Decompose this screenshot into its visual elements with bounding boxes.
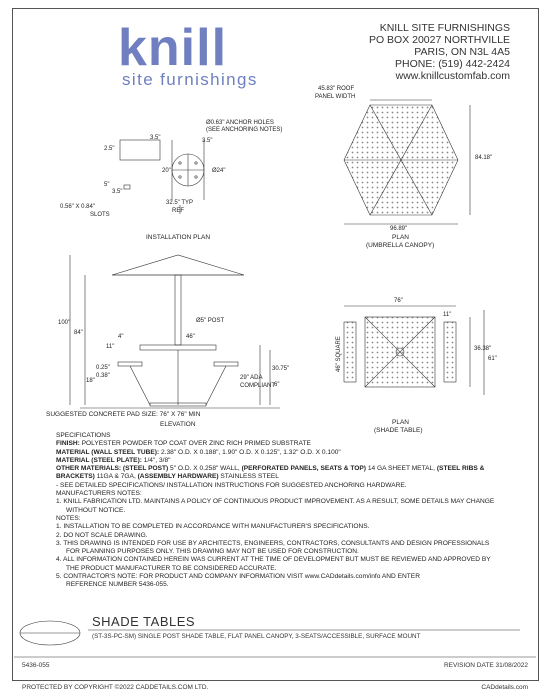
note-3: 3. THIS DRAWING IS INTENDED FOR USE BY ARCHITECTS, ENGINEERS, CONTRACTORS, CONSULTANTS AND DESIGN PROFESSIONALS — [56, 539, 490, 547]
dim-5: 5" — [104, 182, 110, 188]
spec-other-cont: BRACKETS) 11GA & 7GA, (ASSEMBLY HARDWARE) STAINLESS STEEL — [56, 473, 279, 481]
copyright-footer: PROTECTED BY COPYRIGHT ©2022 CADDETAILS.COM LTD. — [22, 684, 209, 691]
dim-dia-24: Ø24" — [212, 168, 226, 174]
knill-logo: knill — [118, 19, 228, 77]
table-plan-caption: PLAN — [392, 419, 409, 426]
dim-20: 20" — [162, 168, 171, 174]
dim-32-5-typ: 32.5" TYP — [166, 200, 194, 206]
table-width-dim: 76" — [394, 298, 403, 304]
mfr-note-1b: WITHOUT NOTICE. — [66, 506, 126, 514]
note-4b: THE PRODUCT MANUFACTURER TO BE CONSIDERED ACCURATE. — [66, 564, 277, 572]
company-pobox: PO BOX 20027 NORTHVILLE — [368, 34, 510, 46]
elevation-caption: ELEVATION — [160, 421, 196, 428]
spec-tube: MATERIAL (WALL STEEL TUBE): 2.38" O.D. X 0.188", 1.90" O.D. X 0.125", 1.32" O.D. X 0.100" — [56, 448, 341, 456]
note-5: 5. CONTRACTOR'S NOTE: FOR PRODUCT AND COMPANY INFORMATION VISIT www.CADdetails.com/info AND ENTER — [56, 573, 420, 581]
reference-number: 5436-055 — [22, 662, 50, 669]
dim-18: 18" — [86, 378, 95, 384]
dim-11-elev: 11" — [106, 344, 115, 350]
slots-size-label: 0.56" X 0.84" — [60, 204, 95, 210]
company-phone: PHONE: (519) 442-2424 — [395, 58, 510, 70]
installation-plan-caption: INSTALLATION PLAN — [146, 234, 211, 241]
drawing-description: (ST-3S-PC-SM) SINGLE POST SHADE TABLE, FLAT PANEL CANOPY, 3-SEATS/ACCESSIBLE, SURFACE MOUNT — [92, 633, 421, 640]
spec-see: - SEE DETAILED SPECIFICATIONS/ INSTALLATION INSTRUCTIONS FOR SUGGESTED ANCHORING HARDWARE. — [56, 481, 407, 489]
umbrella-width-dim: 96.89" — [390, 226, 408, 232]
notes-heading: NOTES: — [56, 514, 81, 522]
note-4: 4. ALL INFORMATION CONTAINED HEREIN WAS CURRENT AT THE TIME OF DEVELOPMENT BUT MUST BE REVIEWED AND APPROVED BY — [56, 556, 491, 564]
dim-3-5-right: 3.5" — [202, 138, 213, 144]
anchor-holes-label: Ø0.63" ANCHOR HOLES — [206, 120, 274, 126]
caddetails-link[interactable]: CADdetails.com — [481, 684, 528, 691]
umbrella-plan-caption: PLAN — [392, 234, 409, 241]
umbrella-plan-subcaption: (UMBRELLA CANOPY) — [366, 242, 435, 249]
umbrella-height-dim: 84.18" — [475, 155, 493, 161]
mfr-heading: MANUFACTURERS NOTES: — [56, 490, 142, 498]
dim-36-38: 36.38" — [474, 346, 492, 352]
mfr-note-1: 1. KNILL FABRICATION LTD. MAINTAINS A POLICY OF CONTINUOUS PRODUCT IMPROVEMENT. AS A RESULT, SOME DETAILS MAY CHANGE — [56, 498, 495, 506]
dim-84: 84" — [74, 330, 83, 336]
logo-tagline: site furnishings — [122, 70, 258, 89]
spec-plate: MATERIAL (STEEL PLATE): 1/4", 3/8" — [56, 456, 171, 464]
dim-6: 6" — [274, 382, 280, 388]
post-dia-label: Ø5" POST — [196, 318, 225, 324]
drawing-title: SHADE TABLES — [92, 614, 196, 629]
note-5b: REFERENCE NUMBER 5436-055. — [66, 581, 169, 589]
table-square-dim: 46" SQUARE — [336, 336, 342, 372]
spec-heading: SPECIFICATIONS — [56, 432, 111, 439]
umbrella-canopy-plan-drawing — [344, 100, 470, 224]
dim-ref: REF — [172, 208, 184, 214]
dim-4: 4" — [118, 334, 124, 340]
dim-2-5: 2.5" — [104, 146, 115, 152]
shade-table-plan-drawing — [344, 306, 484, 395]
note-1: 1. INSTALLATION TO BE COMPLETED IN ACCORDANCE WITH MANUFACTURER'S SPECIFICATIONS. — [56, 523, 370, 531]
dim-100: 100" — [58, 320, 71, 326]
company-website: www.knillcustomfab.com — [395, 70, 510, 82]
specifications-notes-block — [56, 432, 496, 590]
concrete-pad-note: SUGGESTED CONCRETE PAD SIZE: 76" X 76" MIN — [46, 411, 201, 418]
slots-label: SLOTS — [90, 212, 110, 218]
revision-date: REVISION DATE 31/08/2022 — [443, 662, 528, 669]
dim-11-plan: 11" — [443, 312, 452, 318]
note-2: 2. DO NOT SCALE DRAWING. — [56, 531, 148, 539]
dim-3-5-top: 3.5" — [150, 135, 161, 141]
dim-46: 46" — [186, 334, 195, 340]
ada-label: 29" ADA — [240, 375, 263, 381]
dim-0-25: 0.25" — [96, 365, 110, 371]
spec-other: OTHER MATERIALS: (STEEL POST) 5" O.D. X 0.258" WALL, (PERFORATED PANELS, SEATS & TOP) 14 GA SHEET METAL, (STEEL RIBS & — [56, 465, 485, 473]
spec-finish: FINISH: POLYESTER POWDER TOP COAT OVER ZINC RICH PRIMED SUBSTRATE — [56, 440, 311, 448]
company-name: KNILL SITE FURNISHINGS — [379, 22, 510, 34]
roof-panel-label: 45.83" ROOF — [318, 86, 355, 92]
dim-61: 61" — [488, 356, 497, 362]
anchor-notes-label: (SEE ANCHORING NOTES) — [206, 127, 283, 133]
ada-compliant-label: COMPLIANT — [240, 383, 276, 389]
dim-0-38: 0.38" — [96, 373, 110, 379]
dim-30-75: 30.75" — [272, 366, 290, 372]
company-city: PARIS, ON N3L 4A5 — [414, 46, 510, 58]
table-plan-subcaption: (SHADE TABLE) — [374, 427, 423, 434]
dim-3-5-lower: 3.5" — [112, 189, 123, 195]
roof-panel-width-label: PANEL WIDTH — [315, 94, 356, 100]
note-3b: FOR PLANNING PURPOSES ONLY. THIS DRAWING MAY NOT BE USED FOR CONSTRUCTION. — [66, 548, 359, 556]
